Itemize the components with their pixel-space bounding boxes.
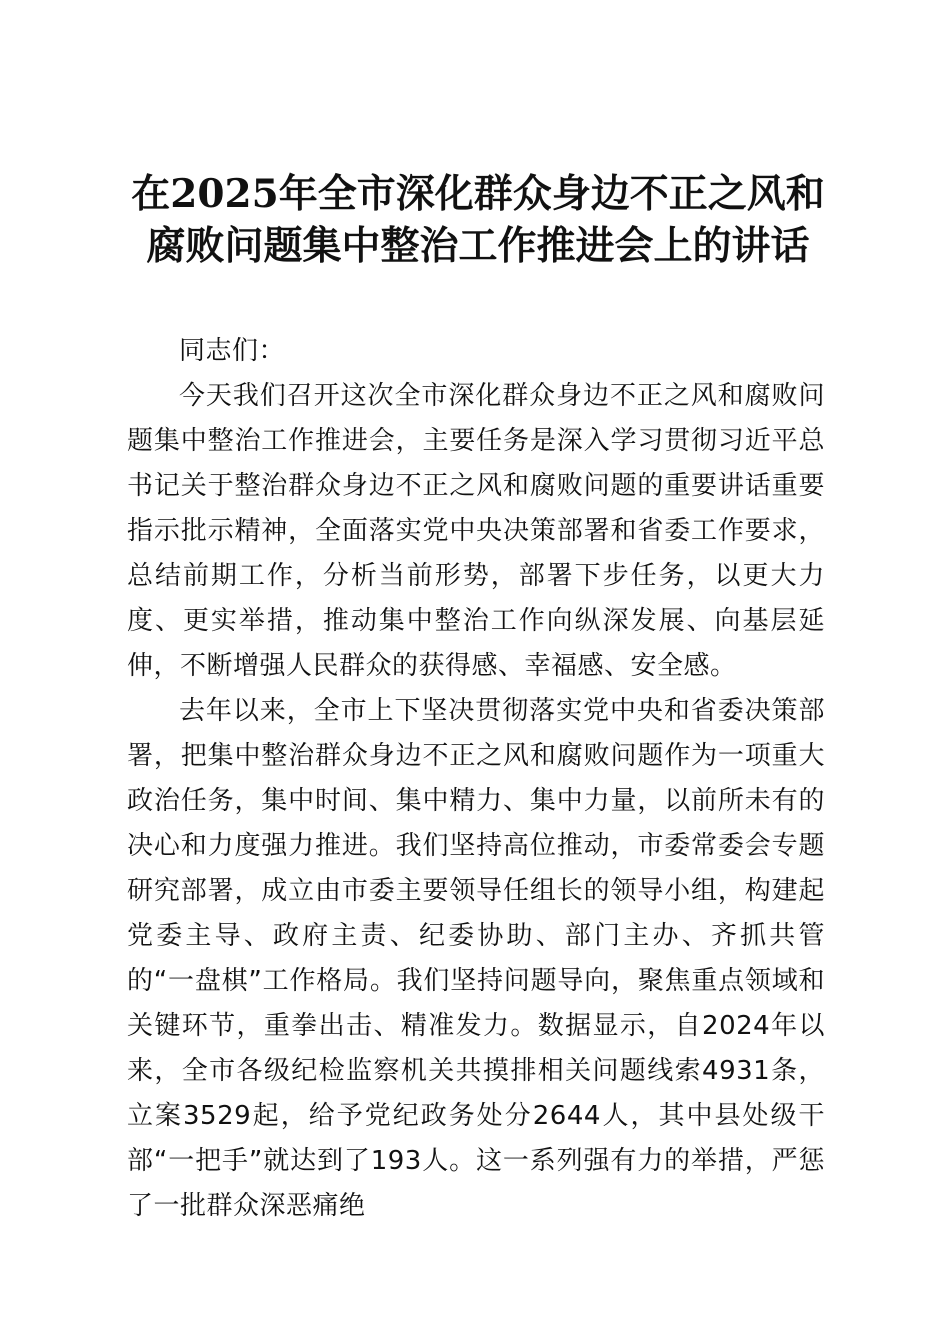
document-title: 在2025年全市深化群众身边不正之风和腐败问题集中整治工作推进会上的讲话 [131,171,825,269]
paragraph-1: 今天我们召开这次全市深化群众身边不正之风和腐败问题集中整治工作推进会，主要任务是深入学习贯彻习近平总书记关于整治群众身边不正之风和腐败问题的重要讲话重要指示批示精神，全面落实党中央决策部署和省委工作要求，总结前期工作，分析当前形势，部署下步任务，以更大力度、更实举措，推动集中整治工作向纵深发展、向基层延伸，不断增强人民群众的获得感、幸福感、安全感。 [127,381,825,681]
paragraph-2: 去年以来，全市上下坚决贯彻落实党中央和省委决策部署，把集中整治群众身边不正之风和腐败问题作为一项重大政治任务，集中时间、集中精力、集中力量，以前所未有的决心和力度强力推进。我们坚持高位推动，市委常委会专题研究部署，成立由市委主要领导任组长的领导小组，构建起党委主导、政府主责、纪委协助、部门主办、齐抓共管的“一盘棋”工作格局。我们坚持问题导向，聚焦重点领域和关键环节，重拳出击、精准发力。数据显示，自2024年以来，全市各级纪检监察机关共摸排相关问题线索4931条，立案3529起，给予党纪政务处分2644人，其中县处级干部“一把手”就达到了193人。这一系列强有力的举措，严惩了一批群众深恶痛绝 [127,696,825,1221]
document-body [127,329,825,1229]
salutation: 同志们： [179,336,286,366]
